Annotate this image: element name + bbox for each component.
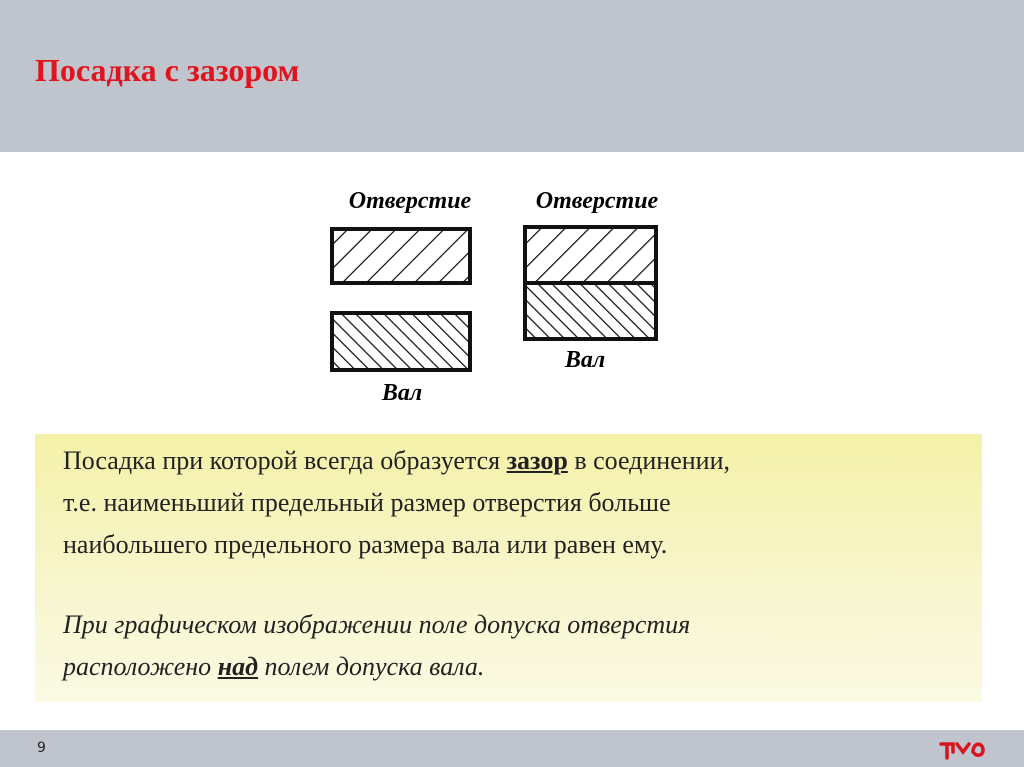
shaft-tolerance-right	[525, 283, 656, 339]
rzd-logo	[937, 736, 987, 765]
page-number: 9	[37, 740, 46, 756]
text: полем допуска вала.	[258, 652, 485, 681]
hole-label-right: Отверстие	[535, 188, 659, 214]
footer-bar	[0, 730, 1024, 767]
hole-tolerance-left	[332, 229, 470, 283]
hole-label-left: Отверстие	[348, 188, 472, 214]
shaft-label-right: Вал	[564, 347, 606, 373]
fit-diagram	[310, 170, 690, 410]
emphasis-above: над	[217, 652, 259, 681]
shaft-label-left: Вал	[381, 380, 423, 406]
hole-tolerance-right	[525, 227, 656, 283]
text: наибольшего предельного размера вала или равен ему.	[63, 530, 668, 559]
text: расположено	[63, 652, 218, 681]
definition-box	[35, 434, 982, 702]
graphic-note	[63, 604, 690, 688]
shaft-tolerance-left	[332, 313, 470, 370]
definition-text	[63, 440, 730, 566]
text: Посадка при которой всегда образуется	[63, 446, 507, 475]
header-bar	[0, 0, 1024, 152]
page-title: Посадка с зазором	[35, 52, 300, 88]
emphasis-gap: зазор	[506, 446, 568, 475]
text: т.е. наименьший предельный размер отверстия больше	[63, 488, 671, 517]
text: При графическом изображении поле допуска отверстия	[63, 610, 691, 639]
text: в соединении,	[567, 446, 730, 475]
